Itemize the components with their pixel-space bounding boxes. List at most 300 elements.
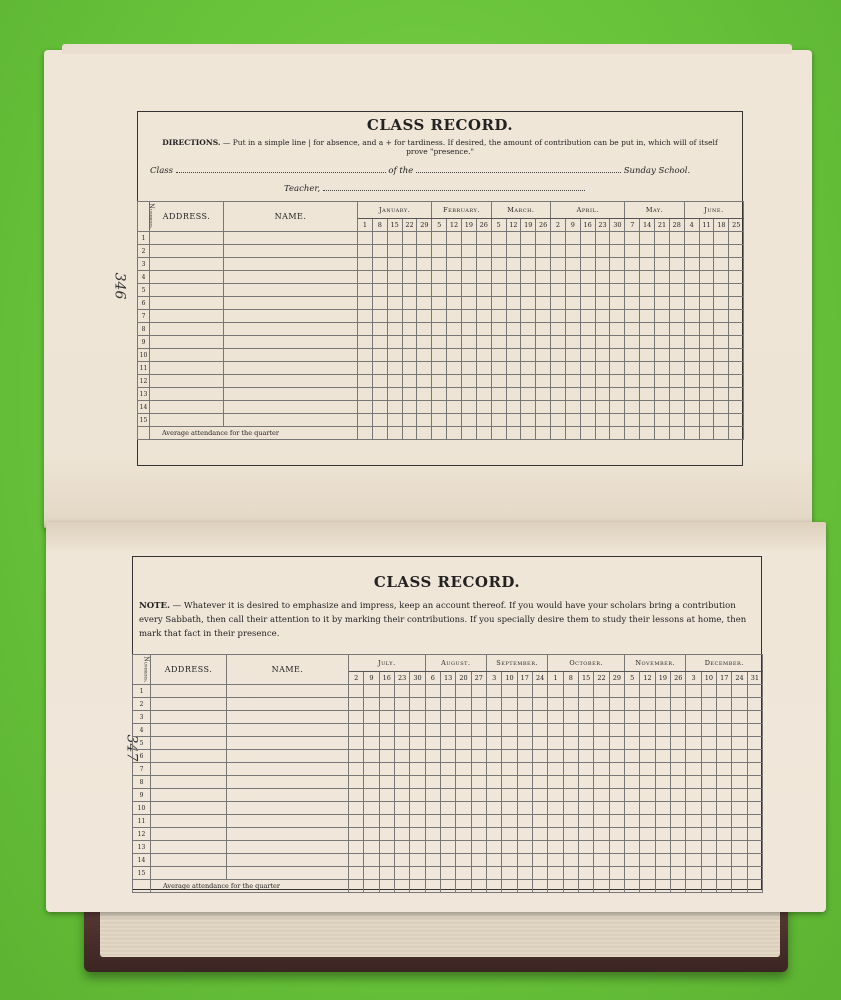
attendance-cell xyxy=(506,388,521,401)
attendance-cell xyxy=(701,802,716,815)
attendance-cell xyxy=(701,841,716,854)
attendance-cell xyxy=(402,362,417,375)
attendance-cell xyxy=(521,310,536,323)
attendance-cell xyxy=(471,763,486,776)
attendance-cell xyxy=(548,750,563,763)
attendance-cell xyxy=(440,802,455,815)
attendance-cell xyxy=(655,232,670,245)
day-header: 29 xyxy=(609,672,624,685)
name-cell xyxy=(227,737,349,750)
attendance-cell xyxy=(486,802,501,815)
attendance-cell xyxy=(747,802,762,815)
attendance-cell xyxy=(461,310,476,323)
attendance-cell xyxy=(579,841,594,854)
attendance-cell xyxy=(640,776,655,789)
table-row xyxy=(138,232,744,245)
address-cell xyxy=(151,854,227,867)
average-cell xyxy=(548,880,563,893)
sunday-school-label: Sunday School. xyxy=(623,166,691,176)
attendance-cell xyxy=(536,323,551,336)
attendance-cell xyxy=(717,854,732,867)
average-cell xyxy=(595,427,610,440)
attendance-cell xyxy=(579,685,594,698)
attendance-cell xyxy=(580,336,595,349)
attendance-cell xyxy=(476,375,491,388)
average-cell xyxy=(565,427,580,440)
attendance-cell xyxy=(625,867,640,880)
attendance-cell xyxy=(609,854,624,867)
attendance-cell xyxy=(425,750,440,763)
attendance-cell xyxy=(387,271,402,284)
name-cell xyxy=(227,867,349,880)
attendance-cell xyxy=(517,789,532,802)
attendance-cell xyxy=(701,789,716,802)
attendance-cell xyxy=(563,737,578,750)
attendance-cell xyxy=(595,258,610,271)
attendance-cell xyxy=(640,867,655,880)
attendance-cell xyxy=(595,362,610,375)
attendance-cell xyxy=(548,737,563,750)
attendance-cell xyxy=(732,698,747,711)
attendance-cell xyxy=(684,362,699,375)
average-cell xyxy=(640,880,655,893)
address-header: ADDRESS. xyxy=(150,202,224,232)
attendance-cell xyxy=(655,685,670,698)
attendance-cell xyxy=(402,284,417,297)
attendance-cell xyxy=(640,763,655,776)
attendance-cell xyxy=(625,349,640,362)
average-cell xyxy=(491,427,506,440)
attendance-cell xyxy=(502,685,517,698)
attendance-cell xyxy=(536,297,551,310)
attendance-cell xyxy=(364,815,379,828)
attendance-cell xyxy=(609,750,624,763)
attendance-cell xyxy=(491,284,506,297)
attendance-cell xyxy=(502,815,517,828)
attendance-cell xyxy=(610,401,625,414)
attendance-cell xyxy=(565,245,580,258)
average-cell xyxy=(610,427,625,440)
average-row xyxy=(138,427,744,440)
attendance-cell xyxy=(372,232,387,245)
attendance-cell xyxy=(625,815,640,828)
school-blank xyxy=(416,164,621,173)
average-cell xyxy=(551,427,566,440)
attendance-cell xyxy=(699,388,714,401)
attendance-cell xyxy=(402,245,417,258)
attendance-cell xyxy=(486,711,501,724)
attendance-cell xyxy=(579,698,594,711)
attendance-cell xyxy=(655,854,670,867)
table-row xyxy=(133,867,763,880)
name-cell xyxy=(227,698,349,711)
average-row xyxy=(133,880,763,893)
attendance-cell xyxy=(640,362,655,375)
day-header: 11 xyxy=(699,219,714,232)
attendance-cell xyxy=(747,763,762,776)
attendance-cell xyxy=(425,815,440,828)
attendance-cell xyxy=(506,232,521,245)
attendance-cell xyxy=(640,841,655,854)
attendance-cell xyxy=(548,828,563,841)
attendance-cell xyxy=(387,349,402,362)
address-cell xyxy=(151,711,227,724)
attendance-cell xyxy=(684,323,699,336)
attendance-cell xyxy=(671,776,686,789)
attendance-cell xyxy=(717,828,732,841)
attendance-cell xyxy=(379,802,394,815)
average-cell xyxy=(699,427,714,440)
attendance-cell xyxy=(456,841,471,854)
attendance-cell xyxy=(425,763,440,776)
attendance-cell xyxy=(532,724,547,737)
attendance-cell xyxy=(551,401,566,414)
attendance-cell xyxy=(379,698,394,711)
attendance-cell xyxy=(747,737,762,750)
attendance-cell xyxy=(655,802,670,815)
row-number: 1 xyxy=(138,232,150,245)
attendance-cell xyxy=(551,297,566,310)
attendance-cell xyxy=(655,258,670,271)
attendance-cell xyxy=(671,815,686,828)
attendance-cell xyxy=(425,711,440,724)
attendance-cell xyxy=(517,802,532,815)
attendance-cell xyxy=(447,323,462,336)
day-header: 22 xyxy=(402,219,417,232)
attendance-cell xyxy=(595,245,610,258)
attendance-cell xyxy=(372,414,387,427)
attendance-cell xyxy=(471,724,486,737)
page-top-edge xyxy=(62,44,792,54)
attendance-cell xyxy=(551,375,566,388)
attendance-cell xyxy=(410,724,425,737)
attendance-cell xyxy=(502,776,517,789)
attendance-cell xyxy=(410,854,425,867)
attendance-cell xyxy=(491,245,506,258)
attendance-cell xyxy=(425,698,440,711)
attendance-cell xyxy=(655,711,670,724)
table-row xyxy=(138,271,744,284)
attendance-cell xyxy=(402,232,417,245)
month-header: April. xyxy=(551,202,625,219)
attendance-cell xyxy=(425,828,440,841)
attendance-cell xyxy=(461,258,476,271)
attendance-cell xyxy=(486,867,501,880)
attendance-cell xyxy=(506,336,521,349)
attendance-cell xyxy=(669,245,684,258)
attendance-cell xyxy=(456,711,471,724)
attendance-cell xyxy=(456,854,471,867)
attendance-cell xyxy=(579,724,594,737)
attendance-cell xyxy=(625,388,640,401)
table-row xyxy=(133,828,763,841)
table-row xyxy=(133,737,763,750)
attendance-cell xyxy=(563,776,578,789)
attendance-cell xyxy=(640,724,655,737)
attendance-cell xyxy=(595,388,610,401)
table-row xyxy=(138,323,744,336)
day-header: 8 xyxy=(372,219,387,232)
attendance-cell xyxy=(729,245,744,258)
page-title: CLASS RECORD. xyxy=(373,573,521,591)
attendance-cell xyxy=(548,802,563,815)
attendance-cell xyxy=(379,776,394,789)
attendance-cell xyxy=(625,737,640,750)
attendance-cell xyxy=(684,414,699,427)
attendance-cell xyxy=(471,737,486,750)
attendance-cell xyxy=(551,414,566,427)
attendance-cell xyxy=(640,698,655,711)
attendance-cell xyxy=(548,815,563,828)
attendance-cell xyxy=(565,323,580,336)
attendance-cell xyxy=(506,284,521,297)
attendance-cell xyxy=(655,828,670,841)
attendance-cell xyxy=(669,336,684,349)
attendance-cell xyxy=(394,841,409,854)
attendance-cell xyxy=(471,802,486,815)
attendance-cell xyxy=(610,349,625,362)
table-row xyxy=(138,284,744,297)
attendance-cell xyxy=(486,763,501,776)
address-cell xyxy=(151,828,227,841)
attendance-cell xyxy=(609,776,624,789)
attendance-cell xyxy=(625,841,640,854)
attendance-cell xyxy=(580,310,595,323)
attendance-cell xyxy=(447,401,462,414)
attendance-cell xyxy=(579,867,594,880)
attendance-cell xyxy=(579,815,594,828)
attendance-cell xyxy=(594,724,609,737)
attendance-cell xyxy=(551,349,566,362)
average-cell xyxy=(506,427,521,440)
attendance-cell xyxy=(594,854,609,867)
attendance-cell xyxy=(521,401,536,414)
attendance-cell xyxy=(447,349,462,362)
page-number: 346 xyxy=(111,272,128,300)
day-header: 25 xyxy=(729,219,744,232)
attendance-cell xyxy=(671,763,686,776)
table-row xyxy=(138,336,744,349)
day-header: 26 xyxy=(476,219,491,232)
attendance-cell xyxy=(640,711,655,724)
page-edges xyxy=(100,905,780,957)
attendance-cell xyxy=(425,737,440,750)
attendance-cell xyxy=(394,711,409,724)
attendance-cell xyxy=(729,310,744,323)
attendance-cell xyxy=(714,375,729,388)
attendance-cell xyxy=(502,711,517,724)
attendance-cell xyxy=(394,854,409,867)
address-cell xyxy=(150,323,224,336)
day-header: 26 xyxy=(671,672,686,685)
attendance-cell xyxy=(372,245,387,258)
attendance-cell xyxy=(714,349,729,362)
name-header: NAME. xyxy=(227,655,349,685)
average-cell xyxy=(440,880,455,893)
day-header: 12 xyxy=(640,672,655,685)
attendance-cell xyxy=(502,750,517,763)
day-header: 19 xyxy=(461,219,476,232)
numbers-header-label: Numbers. xyxy=(142,656,150,683)
average-cell xyxy=(456,880,471,893)
attendance-cell xyxy=(548,763,563,776)
attendance-cell xyxy=(563,854,578,867)
attendance-cell xyxy=(714,336,729,349)
address-cell xyxy=(150,297,224,310)
attendance-cell xyxy=(563,724,578,737)
average-cell xyxy=(717,880,732,893)
name-cell xyxy=(224,323,358,336)
day-header: 1 xyxy=(358,219,373,232)
attendance-cell xyxy=(358,336,373,349)
address-cell xyxy=(151,802,227,815)
attendance-cell xyxy=(669,284,684,297)
attendance-cell xyxy=(379,711,394,724)
name-cell xyxy=(224,401,358,414)
day-header: 20 xyxy=(456,672,471,685)
attendance-cell xyxy=(701,815,716,828)
name-cell xyxy=(224,414,358,427)
attendance-cell xyxy=(417,375,432,388)
name-cell xyxy=(224,362,358,375)
attendance-cell xyxy=(394,685,409,698)
attendance-cell xyxy=(476,414,491,427)
attendance-cell xyxy=(372,297,387,310)
attendance-cell xyxy=(517,724,532,737)
table-row xyxy=(133,815,763,828)
attendance-cell xyxy=(747,828,762,841)
attendance-cell xyxy=(565,388,580,401)
row-number: 12 xyxy=(138,375,150,388)
attendance-cell xyxy=(486,854,501,867)
attendance-cell xyxy=(548,685,563,698)
attendance-cell xyxy=(655,375,670,388)
attendance-cell xyxy=(563,685,578,698)
attendance-cell xyxy=(521,245,536,258)
day-header: 10 xyxy=(701,672,716,685)
average-cell xyxy=(640,427,655,440)
name-cell xyxy=(227,828,349,841)
attendance-cell xyxy=(551,271,566,284)
day-header: 16 xyxy=(379,672,394,685)
attendance-cell xyxy=(671,841,686,854)
attendance-cell xyxy=(417,414,432,427)
attendance-cell xyxy=(686,776,701,789)
attendance-cell xyxy=(655,388,670,401)
attendance-cell xyxy=(358,310,373,323)
attendance-cell xyxy=(717,737,732,750)
attendance-cell xyxy=(532,698,547,711)
attendance-cell xyxy=(655,698,670,711)
attendance-cell xyxy=(579,789,594,802)
attendance-cell xyxy=(432,388,447,401)
attendance-cell xyxy=(394,724,409,737)
attendance-cell xyxy=(387,232,402,245)
row-number: 3 xyxy=(133,711,151,724)
attendance-cell xyxy=(640,375,655,388)
table-row xyxy=(138,375,744,388)
attendance-cell xyxy=(669,323,684,336)
day-header: 23 xyxy=(595,219,610,232)
attendance-cell xyxy=(729,362,744,375)
attendance-cell xyxy=(747,724,762,737)
attendance-cell xyxy=(402,271,417,284)
attendance-cell xyxy=(699,349,714,362)
attendance-cell xyxy=(565,258,580,271)
attendance-cell xyxy=(655,867,670,880)
attendance-cell xyxy=(717,802,732,815)
attendance-cell xyxy=(532,685,547,698)
attendance-cell xyxy=(506,245,521,258)
attendance-cell xyxy=(701,737,716,750)
month-header: May. xyxy=(625,202,684,219)
attendance-cell xyxy=(517,841,532,854)
address-cell xyxy=(150,232,224,245)
attendance-cell xyxy=(594,750,609,763)
attendance-cell xyxy=(476,232,491,245)
attendance-cell xyxy=(640,310,655,323)
attendance-cell xyxy=(349,750,364,763)
attendance-cell xyxy=(447,258,462,271)
attendance-cell xyxy=(447,271,462,284)
attendance-cell xyxy=(595,375,610,388)
attendance-cell xyxy=(364,737,379,750)
page-number: 347 xyxy=(123,734,140,762)
page-title: CLASS RECORD. xyxy=(366,116,514,134)
attendance-cell xyxy=(625,711,640,724)
attendance-cell xyxy=(655,297,670,310)
attendance-cell xyxy=(358,349,373,362)
attendance-cell xyxy=(610,375,625,388)
attendance-cell xyxy=(461,336,476,349)
attendance-cell xyxy=(402,414,417,427)
attendance-cell xyxy=(417,310,432,323)
attendance-cell xyxy=(387,323,402,336)
attendance-cell xyxy=(521,271,536,284)
note-text: — Whatever it is desired to emphasize and impress, keep an account thereof. If you would have your scholars bring a contribution every Sabbath, then call their attention to it by marking their contributions. If you specially desire them to study their lessons at home, then mark that fact in their presence. xyxy=(139,601,747,639)
address-cell xyxy=(150,388,224,401)
attendance-cell xyxy=(486,789,501,802)
attendance-cell xyxy=(521,336,536,349)
attendance-cell xyxy=(671,724,686,737)
attendance-cell xyxy=(491,349,506,362)
table-row xyxy=(133,802,763,815)
attendance-cell xyxy=(461,245,476,258)
attendance-cell xyxy=(732,789,747,802)
attendance-cell xyxy=(440,685,455,698)
attendance-cell xyxy=(432,232,447,245)
attendance-cell xyxy=(747,711,762,724)
attendance-cell xyxy=(732,867,747,880)
attendance-cell xyxy=(440,815,455,828)
month-header: September. xyxy=(486,655,547,672)
average-cell xyxy=(732,880,747,893)
name-cell xyxy=(224,336,358,349)
attendance-cell xyxy=(699,336,714,349)
average-label: Average attendance for the quarter xyxy=(150,427,358,440)
attendance-cell xyxy=(476,271,491,284)
attendance-cell xyxy=(486,776,501,789)
attendance-cell xyxy=(372,388,387,401)
attendance-cell xyxy=(476,336,491,349)
attendance-cell xyxy=(640,388,655,401)
attendance-cell xyxy=(625,789,640,802)
attendance-cell xyxy=(669,401,684,414)
attendance-cell xyxy=(580,232,595,245)
attendance-cell xyxy=(491,297,506,310)
attendance-cell xyxy=(387,284,402,297)
attendance-cell xyxy=(358,232,373,245)
